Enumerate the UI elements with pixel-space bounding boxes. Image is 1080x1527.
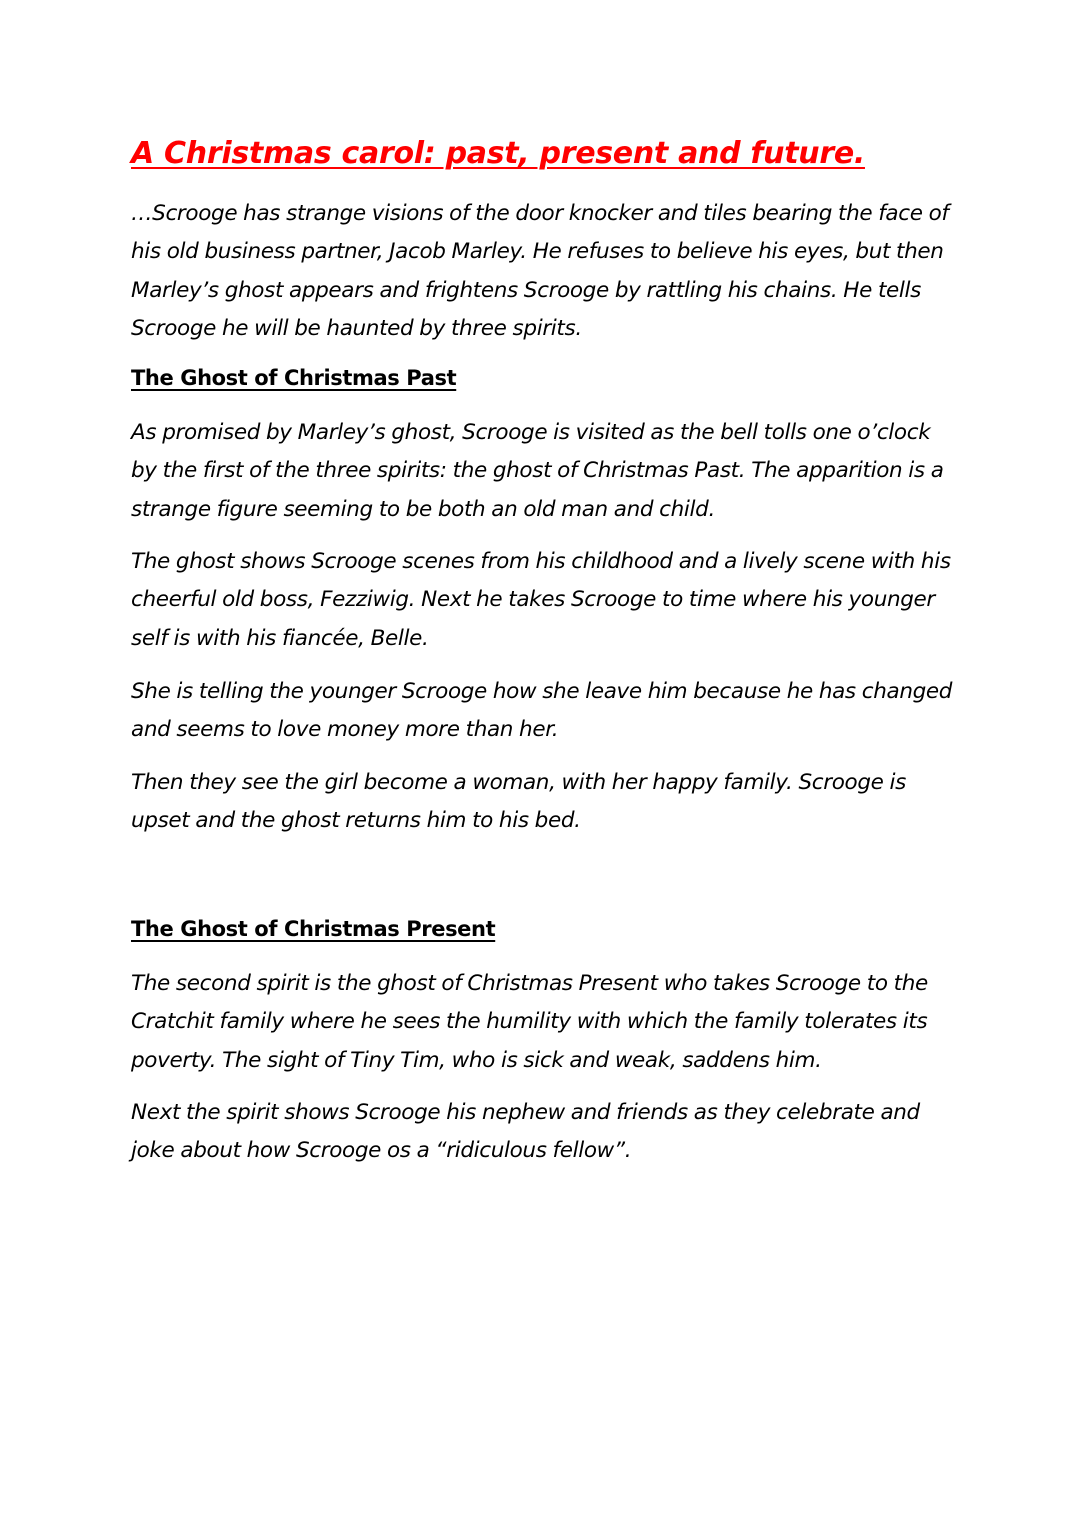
past-paragraph-1: As promised by Marley’s ghost, Scrooge is visited as the bell tolls one o’clock by the first of the three spirits: the ghost of Christmas Past. The apparition is a strange figure seeming to be both an old man and child. [131,420,944,522]
past-paragraph-2: The ghost shows Scrooge scenes from his childhood and a lively scene with his cheerful old boss, Fezziwig. Next he takes Scrooge to time where his younger self is with his fiancée, Belle. [131,549,951,651]
present-paragraph-2: Next the spirit shows Scrooge his nephew and friends as they celebrate and joke about how Scrooge os a “ridiculous fellow”. [131,1100,920,1164]
document-page [131,134,961,1171]
document-title: A Christmas carol: past, present and future. [131,136,865,171]
section-heading-christmas-present: The Ghost of Christmas Present [131,917,496,942]
section-heading-christmas-past: The Ghost of Christmas Past [131,366,457,391]
past-paragraph-3: She is telling the younger Scrooge how she leave him because he has changed and seems to love money more than her. [131,678,953,743]
past-paragraph-4: Then they see the girl become a woman, with her happy family. Scrooge is upset and the ghost returns him to his bed. [131,769,906,833]
intro-paragraph: …Scrooge has strange visions of the door knocker and tiles bearing the face of his old business partner, Jacob Marley. He refuses to believe his eyes, but then Marley’s ghost appears and frightens Scrooge by rattling his chains. He tells Scrooge he will be haunted by three spirits. [131,201,949,341]
present-paragraph-1: The second spirit is the ghost of Christmas Present who takes Scrooge to the Cratchit family where he sees the humility with which the family tolerates its poverty. The sight of Tiny Tim, who is sick and weak, saddens him. [131,971,928,1073]
